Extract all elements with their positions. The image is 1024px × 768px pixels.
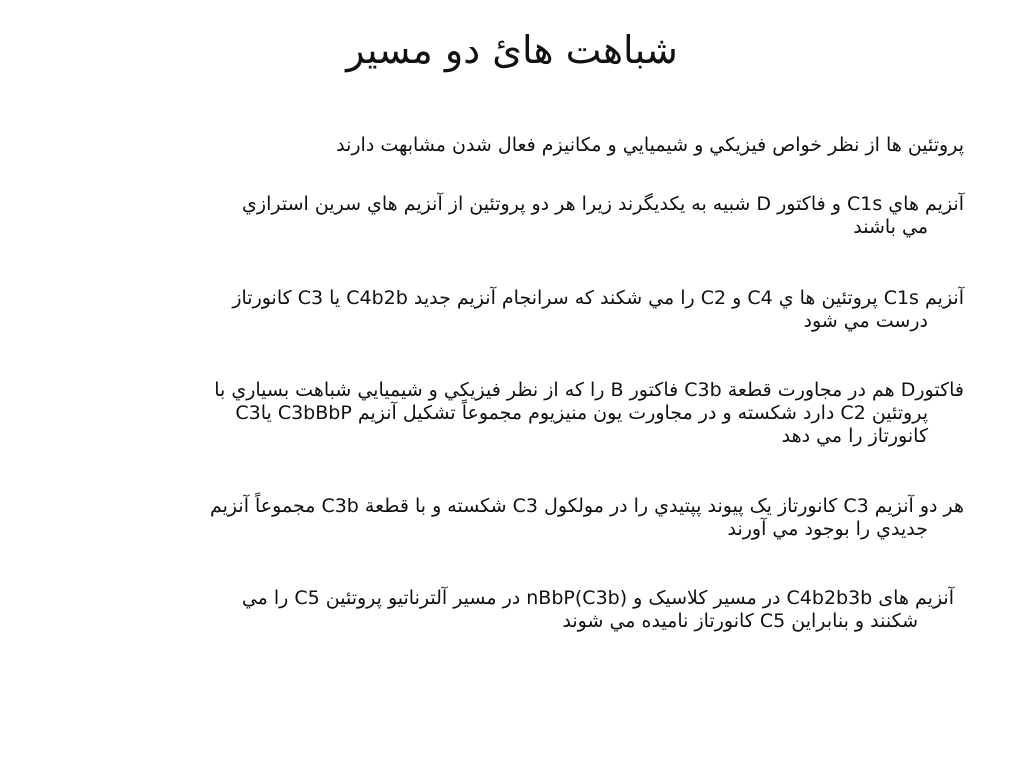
paragraph-2 [54,193,964,239]
paragraph-6-line-2: شكنند و بنابراين C5 كانورتاز ناميده مي شوند [562,610,918,632]
paragraph-3-line-1: آنزيم C1s پروتئين ها ي C4 و C2 را مي شكند كه سرانجام آنزيم جديد C4b2b يا C3 كانورتاز [232,287,964,309]
paragraph-5-line-2: جديدي را بوجود مي آورند [727,518,928,540]
paragraph-3-line-2: درست مي شود [803,310,928,332]
paragraph-2-line-2: مي باشند [853,216,928,238]
paragraph-4 [54,379,964,448]
paragraph-4-line-3: كانورتاز را مي دهد [781,425,928,447]
paragraph-6 [54,587,964,633]
paragraph-4-line-1: فاكتورD هم در مجاورت قطعة C3b فاكتور B را كه از نظر فيزيكي و شيميايي شباهت بسياري با [214,379,964,401]
slide-title: شباهت هایٔ دو مسیر [346,28,678,72]
paragraph-1-line-1: پروتئين ها از نظر خواص فيزيكي و شيميايي و مكانيزم فعال شدن مشابهت دارند [336,134,964,156]
paragraph-1 [54,134,964,157]
paragraph-2-line-1: آنزيم هاي C1s و فاكتور D شبيه به يكديگرند زيرا هر دو پروتئين از آنزيم هاي سرين استرازي [242,193,964,215]
slide-body [54,134,964,680]
paragraph-5 [54,495,964,541]
paragraph-4-line-2: پروتئين C2 دارد شكسته و در مجاورت يون منيزيوم مجموعاً تشكيل آنزيم C3bBbP ياC3 [235,402,928,424]
paragraph-5-line-1: هر دو آنزيم C3 كانورتاز یک پيوند پپتيدي را در مولكول C3 شكسته و با قطعة C3b مجموعاً آنزيم [210,495,964,517]
paragraph-6-line-1: آنزیم های C4b2b3b در مسیر کلاسیک و (C3b)nBbP در مسیر آلترناتیو پروتئين C5 را مي [241,587,954,609]
paragraph-3 [54,287,964,333]
